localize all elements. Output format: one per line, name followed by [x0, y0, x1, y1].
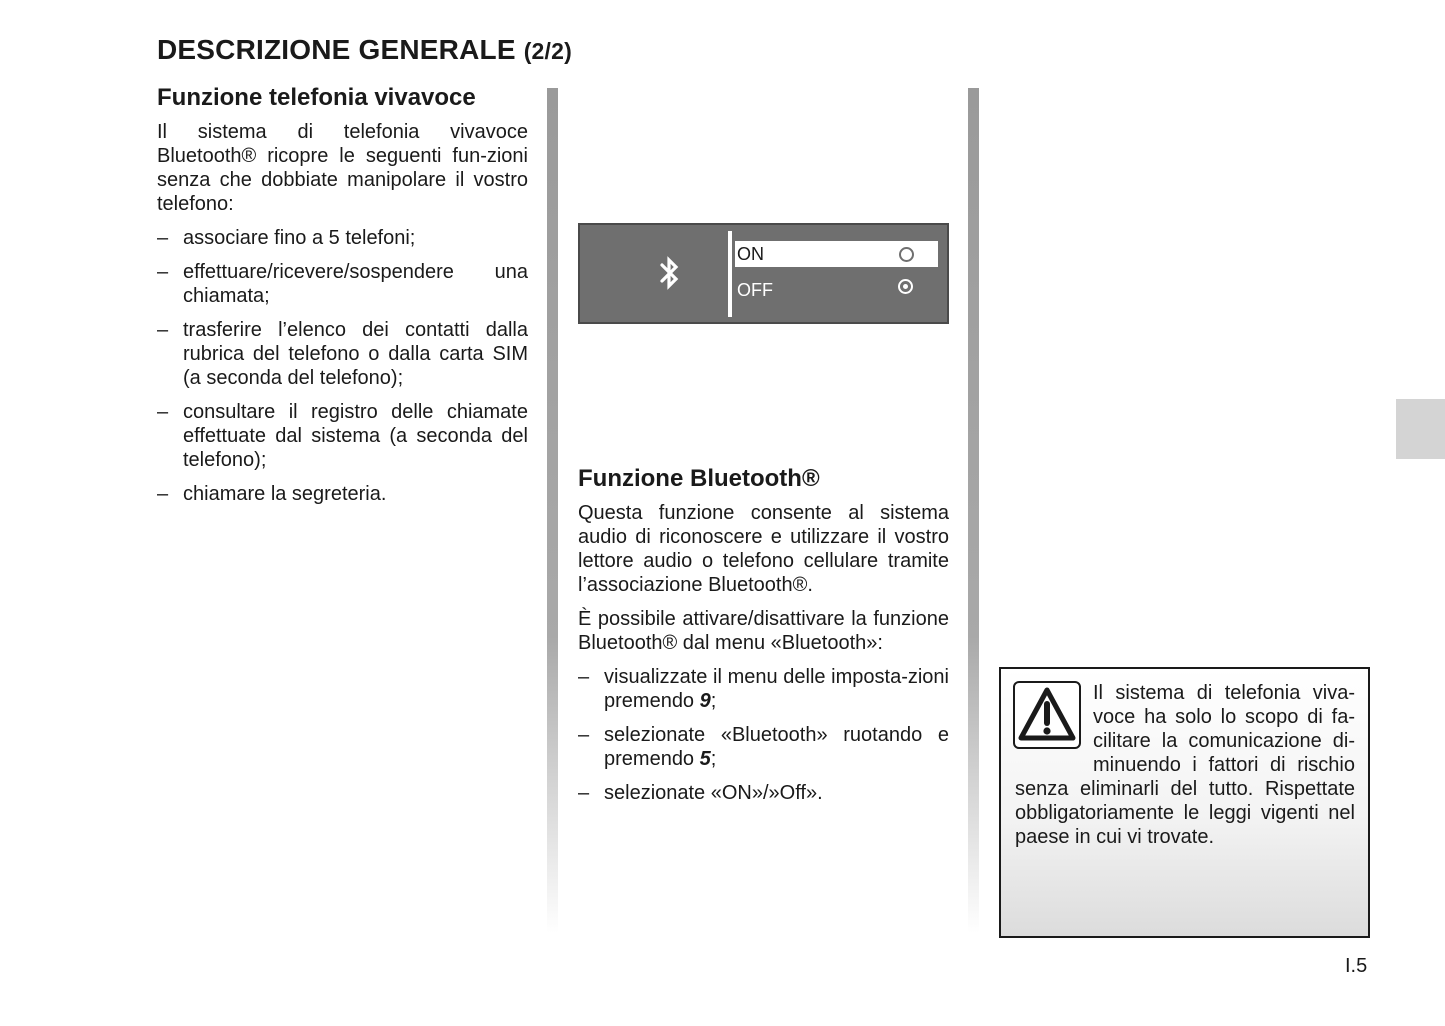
- bluetooth-para1: Questa funzione consente al sistema audio di riconoscere e utilizzare il vostro lettore audio o telefono cellulare tramite l’associazione Bluetooth®.: [578, 502, 949, 596]
- list-item: – chiamare la segreteria.: [157, 483, 387, 505]
- bluetooth-icon: [657, 256, 683, 290]
- list-dash: –: [578, 724, 590, 746]
- page-title-main: DESCRIZIONE GENERALE: [157, 34, 516, 65]
- list-item: – trasferire l’elenco dei contatti dalla rubrica del telefono o dalla carta SIM (a seconda del telefono);: [157, 319, 528, 389]
- option-on-row: [735, 241, 938, 267]
- bluetooth-heading: Funzione Bluetooth®: [578, 465, 820, 492]
- page-title-part: (2/2): [523, 38, 572, 64]
- handsfree-intro: Il sistema di telefonia vivavoce Bluetooth® ricopre le seguenti fun-zioni senza che dobbiate manipolare il vostro telefono:: [157, 121, 528, 215]
- list-item: – associare fino a 5 telefoni;: [157, 227, 416, 249]
- page-title: [157, 34, 572, 66]
- handsfree-list: [157, 226, 528, 506]
- bluetooth-screen-illustration: [578, 223, 949, 324]
- radio-off-selected-icon: [898, 279, 913, 294]
- list-dash: –: [157, 319, 169, 341]
- list-item: – effettuare/ricevere/sospendere una chiamata;: [157, 261, 528, 307]
- column-divider-left: [547, 88, 558, 933]
- bluetooth-steps: [578, 665, 949, 805]
- option-off-label: OFF: [737, 280, 773, 300]
- list-item: – visualizzate il menu delle imposta-zioni premendo 9;: [578, 666, 949, 712]
- warning-text-block: [1015, 681, 1355, 849]
- list-item: – selezionate «ON»/»Off».: [578, 782, 823, 804]
- list-item: – consultare il registro delle chiamate effettuate dal sistema (a seconda del telefono);: [157, 401, 528, 471]
- handsfree-heading: Funzione telefonia vivavoce: [157, 84, 476, 111]
- bluetooth-section: [578, 465, 949, 815]
- list-dash: –: [157, 483, 169, 505]
- section-tab-marker: [1396, 399, 1445, 459]
- page-number: I.5: [1345, 955, 1368, 977]
- key-reference: 9: [699, 690, 711, 712]
- list-dash: –: [157, 261, 169, 283]
- list-dash: –: [578, 666, 590, 688]
- screen-divider: [728, 231, 732, 317]
- radio-on-icon: [899, 247, 914, 262]
- column-divider-right: [968, 88, 979, 933]
- list-item: – selezionate «Bluetooth» ruotando e premendo 5;: [578, 724, 949, 770]
- handsfree-section: [157, 84, 528, 516]
- warning-box: [999, 667, 1370, 938]
- option-on-label: ON: [737, 244, 764, 264]
- list-dash: –: [157, 401, 169, 423]
- key-reference: 5: [699, 748, 711, 770]
- warning-text: Il sistema di telefonia viva-voce ha solo lo scopo di fa-cilitare la comunicazione di-minuendo i fattori di rischio senza eliminarli del tutto. Rispettate obbligatoriamente le leggi vigenti nel paese in cui vi trovate.: [1015, 682, 1355, 848]
- list-dash: –: [157, 227, 169, 249]
- bluetooth-para2: È possibile attivare/disattivare la funzione Bluetooth® dal menu «Bluetooth»:: [578, 608, 949, 654]
- list-dash: –: [578, 782, 590, 804]
